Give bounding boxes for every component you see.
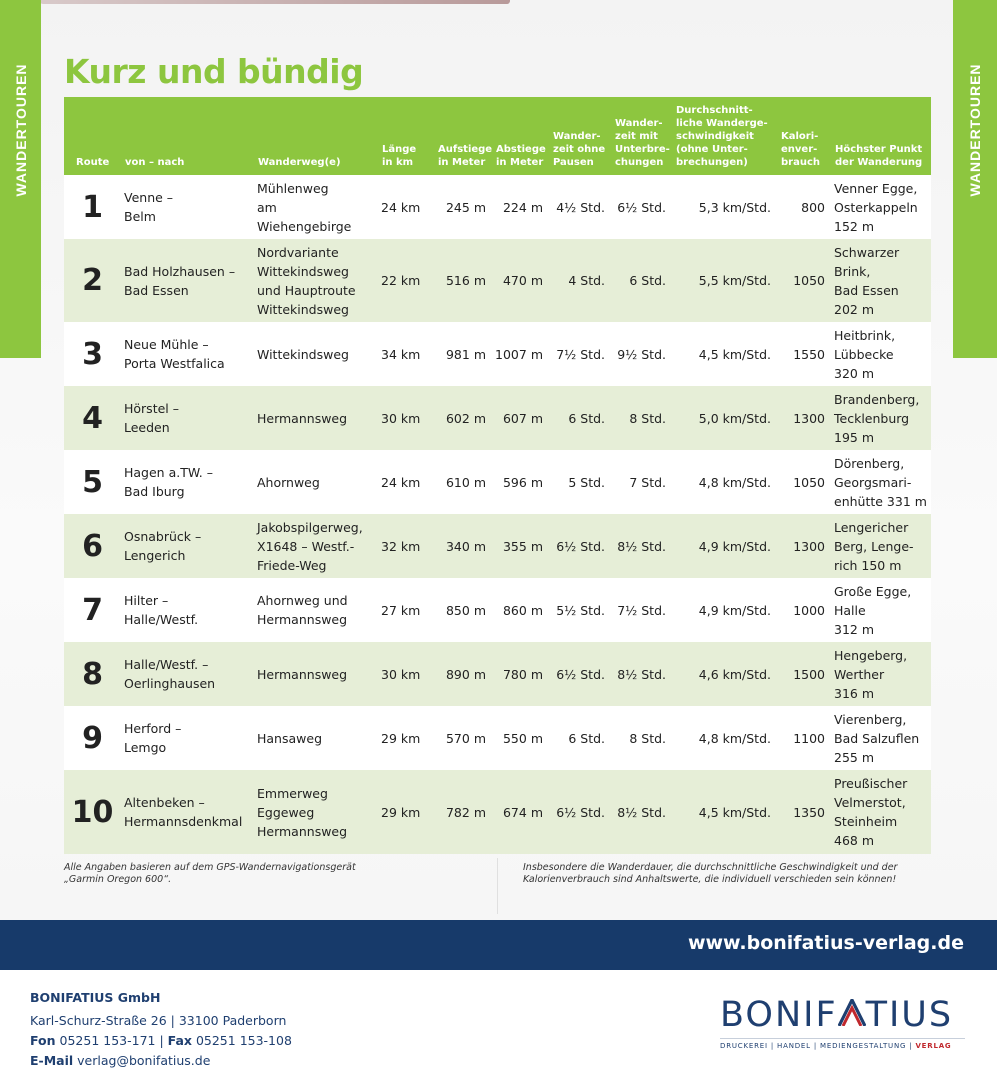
cell-wanderweg: Nordvariante Wittekindsweg und Hauptroute Wittekindsweg bbox=[254, 239, 378, 322]
cell-abstiege: 780 m bbox=[492, 642, 549, 706]
cell-aufstiege: 340 m bbox=[434, 514, 492, 578]
header-aufstiege: Aufstiege in Meter bbox=[434, 97, 492, 175]
logo-a-icon bbox=[838, 999, 866, 1026]
cell-zeit-mit: 9½ Std. bbox=[611, 322, 672, 386]
fax-number: 05251 153-108 bbox=[195, 1033, 292, 1048]
cell-abstiege: 470 m bbox=[492, 239, 549, 322]
cell-zeit-mit: 8½ Std. bbox=[611, 770, 672, 854]
email-address[interactable]: verlag@bonifatius.de bbox=[77, 1053, 211, 1068]
cell-aufstiege: 516 m bbox=[434, 239, 492, 322]
divider bbox=[497, 858, 498, 914]
cell-wanderweg: Hansaweg bbox=[254, 706, 378, 770]
route-number: 6 bbox=[64, 514, 121, 578]
table-row bbox=[64, 514, 931, 578]
cell-geschwindigkeit: 4,5 km/Std. bbox=[672, 770, 777, 854]
cell-wanderweg: Mühlenweg am Wiehengebirge bbox=[254, 175, 378, 239]
routes-table bbox=[64, 97, 931, 854]
cell-laenge: 34 km bbox=[378, 322, 434, 386]
cell-zeit-ohne: 4 Std. bbox=[549, 239, 611, 322]
cell-von-nach: Hagen a.TW. – Bad Iburg bbox=[121, 450, 254, 514]
cell-zeit-ohne: 6½ Std. bbox=[549, 514, 611, 578]
cell-aufstiege: 245 m bbox=[434, 175, 492, 239]
cell-zeit-ohne: 6 Std. bbox=[549, 386, 611, 450]
logo-word-left: BONIF bbox=[720, 995, 838, 1035]
cell-abstiege: 224 m bbox=[492, 175, 549, 239]
route-number: 10 bbox=[64, 770, 121, 854]
table-row bbox=[64, 770, 931, 854]
route-number: 7 bbox=[64, 578, 121, 642]
fax-label: Fax bbox=[167, 1033, 192, 1048]
header-zeit-ohne: Wander- zeit ohne Pausen bbox=[549, 97, 611, 175]
logo-word-right: TIUS bbox=[865, 995, 954, 1035]
cell-abstiege: 674 m bbox=[492, 770, 549, 854]
cell-hoechster-punkt: Dörenberg, Georgsmari- enhütte 331 m bbox=[831, 450, 931, 514]
cell-laenge: 30 km bbox=[378, 386, 434, 450]
cell-geschwindigkeit: 5,5 km/Std. bbox=[672, 239, 777, 322]
cell-zeit-ohne: 7½ Std. bbox=[549, 322, 611, 386]
footnote-gps: Alle Angaben basieren auf dem GPS-Wandernavigationsgerät „Garmin Oregon 600“. bbox=[64, 862, 356, 885]
cell-zeit-ohne: 6½ Std. bbox=[549, 642, 611, 706]
cell-abstiege: 596 m bbox=[492, 450, 549, 514]
cell-wanderweg: Hermannsweg bbox=[254, 386, 378, 450]
cell-aufstiege: 610 m bbox=[434, 450, 492, 514]
table-row bbox=[64, 642, 931, 706]
phone-number: 05251 153-171 bbox=[59, 1033, 156, 1048]
company-address: Karl-Schurz-Straße 26 | 33100 Paderborn bbox=[30, 1013, 287, 1028]
website-link[interactable]: www.bonifatius-verlag.de bbox=[687, 932, 964, 954]
table-row bbox=[64, 450, 931, 514]
cell-von-nach: Venne – Belm bbox=[121, 175, 254, 239]
header-hoechster-punkt: Höchster Punkt der Wanderung bbox=[831, 97, 931, 175]
cell-wanderweg: Jakobspilgerweg, X1648 – Westf.- Friede-Weg bbox=[254, 514, 378, 578]
table-row bbox=[64, 239, 931, 322]
cell-abstiege: 860 m bbox=[492, 578, 549, 642]
cell-zeit-mit: 8 Std. bbox=[611, 386, 672, 450]
route-number: 5 bbox=[64, 450, 121, 514]
cell-kalorien: 1300 bbox=[777, 514, 831, 578]
cell-aufstiege: 602 m bbox=[434, 386, 492, 450]
cell-zeit-mit: 8½ Std. bbox=[611, 642, 672, 706]
cell-hoechster-punkt: Lengericher Berg, Lenge- rich 150 m bbox=[831, 514, 931, 578]
cell-aufstiege: 981 m bbox=[434, 322, 492, 386]
cell-wanderweg: Ahornweg bbox=[254, 450, 378, 514]
logo-wordmark bbox=[720, 995, 965, 1035]
cell-aufstiege: 890 m bbox=[434, 642, 492, 706]
email-line bbox=[30, 1051, 292, 1071]
cell-wanderweg: Hermannsweg bbox=[254, 642, 378, 706]
cell-geschwindigkeit: 4,8 km/Std. bbox=[672, 706, 777, 770]
cell-laenge: 29 km bbox=[378, 770, 434, 854]
cell-wanderweg: Emmerweg Eggeweg Hermannsweg bbox=[254, 770, 378, 854]
cell-von-nach: Neue Mühle – Porta Westfalica bbox=[121, 322, 254, 386]
phone-line: Fon 05251 153-171 | Fax 05251 153-108 bbox=[30, 1033, 292, 1048]
cell-zeit-ohne: 6½ Std. bbox=[549, 770, 611, 854]
cell-aufstiege: 570 m bbox=[434, 706, 492, 770]
logo-tagline-verlag: VERLAG bbox=[915, 1042, 952, 1050]
cell-laenge: 24 km bbox=[378, 175, 434, 239]
header-laenge: Länge in km bbox=[378, 97, 434, 175]
cell-laenge: 27 km bbox=[378, 578, 434, 642]
route-number: 4 bbox=[64, 386, 121, 450]
cell-zeit-mit: 8½ Std. bbox=[611, 514, 672, 578]
table-header-row bbox=[64, 97, 931, 175]
table-row bbox=[64, 578, 931, 642]
cell-geschwindigkeit: 4,8 km/Std. bbox=[672, 450, 777, 514]
cell-von-nach: Altenbeken – Hermannsdenkmal bbox=[121, 770, 254, 854]
cell-zeit-ohne: 6 Std. bbox=[549, 706, 611, 770]
cell-von-nach: Hilter – Halle/Westf. bbox=[121, 578, 254, 642]
cell-von-nach: Halle/Westf. – Oerlinghausen bbox=[121, 642, 254, 706]
cell-hoechster-punkt: Venner Egge, Osterkappeln 152 m bbox=[831, 175, 931, 239]
cell-von-nach: Herford – Lemgo bbox=[121, 706, 254, 770]
cell-zeit-ohne: 5 Std. bbox=[549, 450, 611, 514]
cell-kalorien: 1050 bbox=[777, 239, 831, 322]
side-tab-label: WANDERTOUREN bbox=[967, 63, 983, 197]
cell-abstiege: 355 m bbox=[492, 514, 549, 578]
route-number: 1 bbox=[64, 175, 121, 239]
cell-kalorien: 1100 bbox=[777, 706, 831, 770]
cell-hoechster-punkt: Preußischer Velmerstot, Steinheim 468 m bbox=[831, 770, 931, 854]
cell-von-nach: Hörstel – Leeden bbox=[121, 386, 254, 450]
cell-geschwindigkeit: 5,3 km/Std. bbox=[672, 175, 777, 239]
cell-zeit-mit: 8 Std. bbox=[611, 706, 672, 770]
cell-zeit-ohne: 5½ Std. bbox=[549, 578, 611, 642]
cell-laenge: 32 km bbox=[378, 514, 434, 578]
cell-hoechster-punkt: Schwarzer Brink, Bad Essen 202 m bbox=[831, 239, 931, 322]
bonifatius-logo bbox=[720, 995, 965, 1050]
table-row bbox=[64, 706, 931, 770]
page-edge-shadow bbox=[40, 0, 510, 4]
cell-laenge: 24 km bbox=[378, 450, 434, 514]
cell-laenge: 30 km bbox=[378, 642, 434, 706]
table-row bbox=[64, 175, 931, 239]
cell-von-nach: Osnabrück – Lengerich bbox=[121, 514, 254, 578]
header-abstiege: Abstiege in Meter bbox=[492, 97, 549, 175]
cell-wanderweg: Ahornweg und Hermannsweg bbox=[254, 578, 378, 642]
header-kalorien: Kalori- enver- brauch bbox=[777, 97, 831, 175]
cell-kalorien: 800 bbox=[777, 175, 831, 239]
cell-geschwindigkeit: 4,6 km/Std. bbox=[672, 642, 777, 706]
cell-laenge: 29 km bbox=[378, 706, 434, 770]
company-name: BONIFATIUS GmbH bbox=[30, 990, 161, 1005]
cell-abstiege: 550 m bbox=[492, 706, 549, 770]
cell-zeit-ohne: 4½ Std. bbox=[549, 175, 611, 239]
cell-hoechster-punkt: Vierenberg, Bad Salzuflen 255 m bbox=[831, 706, 931, 770]
email-label: E-Mail bbox=[30, 1053, 74, 1068]
page-title: Kurz und bündig bbox=[64, 52, 364, 91]
cell-geschwindigkeit: 4,9 km/Std. bbox=[672, 514, 777, 578]
header-zeit-mit: Wander- zeit mit Unterbre- chungen bbox=[611, 97, 672, 175]
cell-abstiege: 607 m bbox=[492, 386, 549, 450]
cell-aufstiege: 850 m bbox=[434, 578, 492, 642]
header-geschwindigkeit: Durchschnitt- liche Wanderge- schwindigkeit (ohne Unter- brechungen) bbox=[672, 97, 777, 175]
side-tab-label: WANDERTOUREN bbox=[12, 63, 29, 197]
footnote-disclaimer: Insbesondere die Wanderdauer, die durchschnittliche Geschwindigkeit und der Kalorienverbrauch sind Anhaltswerte, die individuell verschieden sein können! bbox=[523, 862, 898, 885]
route-number: 2 bbox=[64, 239, 121, 322]
cell-geschwindigkeit: 4,5 km/Std. bbox=[672, 322, 777, 386]
cell-hoechster-punkt: Hengeberg, Werther 316 m bbox=[831, 642, 931, 706]
cell-zeit-mit: 6½ Std. bbox=[611, 175, 672, 239]
table-row bbox=[64, 322, 931, 386]
cell-geschwindigkeit: 4,9 km/Std. bbox=[672, 578, 777, 642]
route-number: 9 bbox=[64, 706, 121, 770]
cell-kalorien: 1350 bbox=[777, 770, 831, 854]
cell-von-nach: Bad Holzhausen – Bad Essen bbox=[121, 239, 254, 322]
header-wanderweg: Wanderweg(e) bbox=[254, 97, 378, 175]
side-tab-right bbox=[953, 0, 997, 358]
cell-kalorien: 1000 bbox=[777, 578, 831, 642]
side-tab-left bbox=[0, 0, 41, 358]
logo-tagline bbox=[720, 1038, 965, 1050]
route-number: 3 bbox=[64, 322, 121, 386]
header-von-nach: von – nach bbox=[121, 97, 254, 175]
cell-hoechster-punkt: Große Egge, Halle 312 m bbox=[831, 578, 931, 642]
table-row bbox=[64, 386, 931, 450]
cell-kalorien: 1550 bbox=[777, 322, 831, 386]
cell-zeit-mit: 6 Std. bbox=[611, 239, 672, 322]
cell-laenge: 22 km bbox=[378, 239, 434, 322]
cell-kalorien: 1300 bbox=[777, 386, 831, 450]
cell-wanderweg: Wittekindsweg bbox=[254, 322, 378, 386]
cell-abstiege: 1007 m bbox=[492, 322, 549, 386]
phone-label: Fon bbox=[30, 1033, 56, 1048]
website-band bbox=[0, 920, 997, 970]
cell-aufstiege: 782 m bbox=[434, 770, 492, 854]
header-route: Route bbox=[64, 97, 121, 175]
cell-geschwindigkeit: 5,0 km/Std. bbox=[672, 386, 777, 450]
contact-block bbox=[30, 988, 292, 1071]
route-number: 8 bbox=[64, 642, 121, 706]
cell-kalorien: 1500 bbox=[777, 642, 831, 706]
cell-zeit-mit: 7½ Std. bbox=[611, 578, 672, 642]
cell-hoechster-punkt: Brandenberg, Tecklenburg 195 m bbox=[831, 386, 931, 450]
cell-hoechster-punkt: Heitbrink, Lübbecke 320 m bbox=[831, 322, 931, 386]
cell-zeit-mit: 7 Std. bbox=[611, 450, 672, 514]
logo-tagline-text: DRUCKEREI | HANDEL | MEDIENGESTALTUNG | bbox=[720, 1042, 913, 1050]
cell-kalorien: 1050 bbox=[777, 450, 831, 514]
